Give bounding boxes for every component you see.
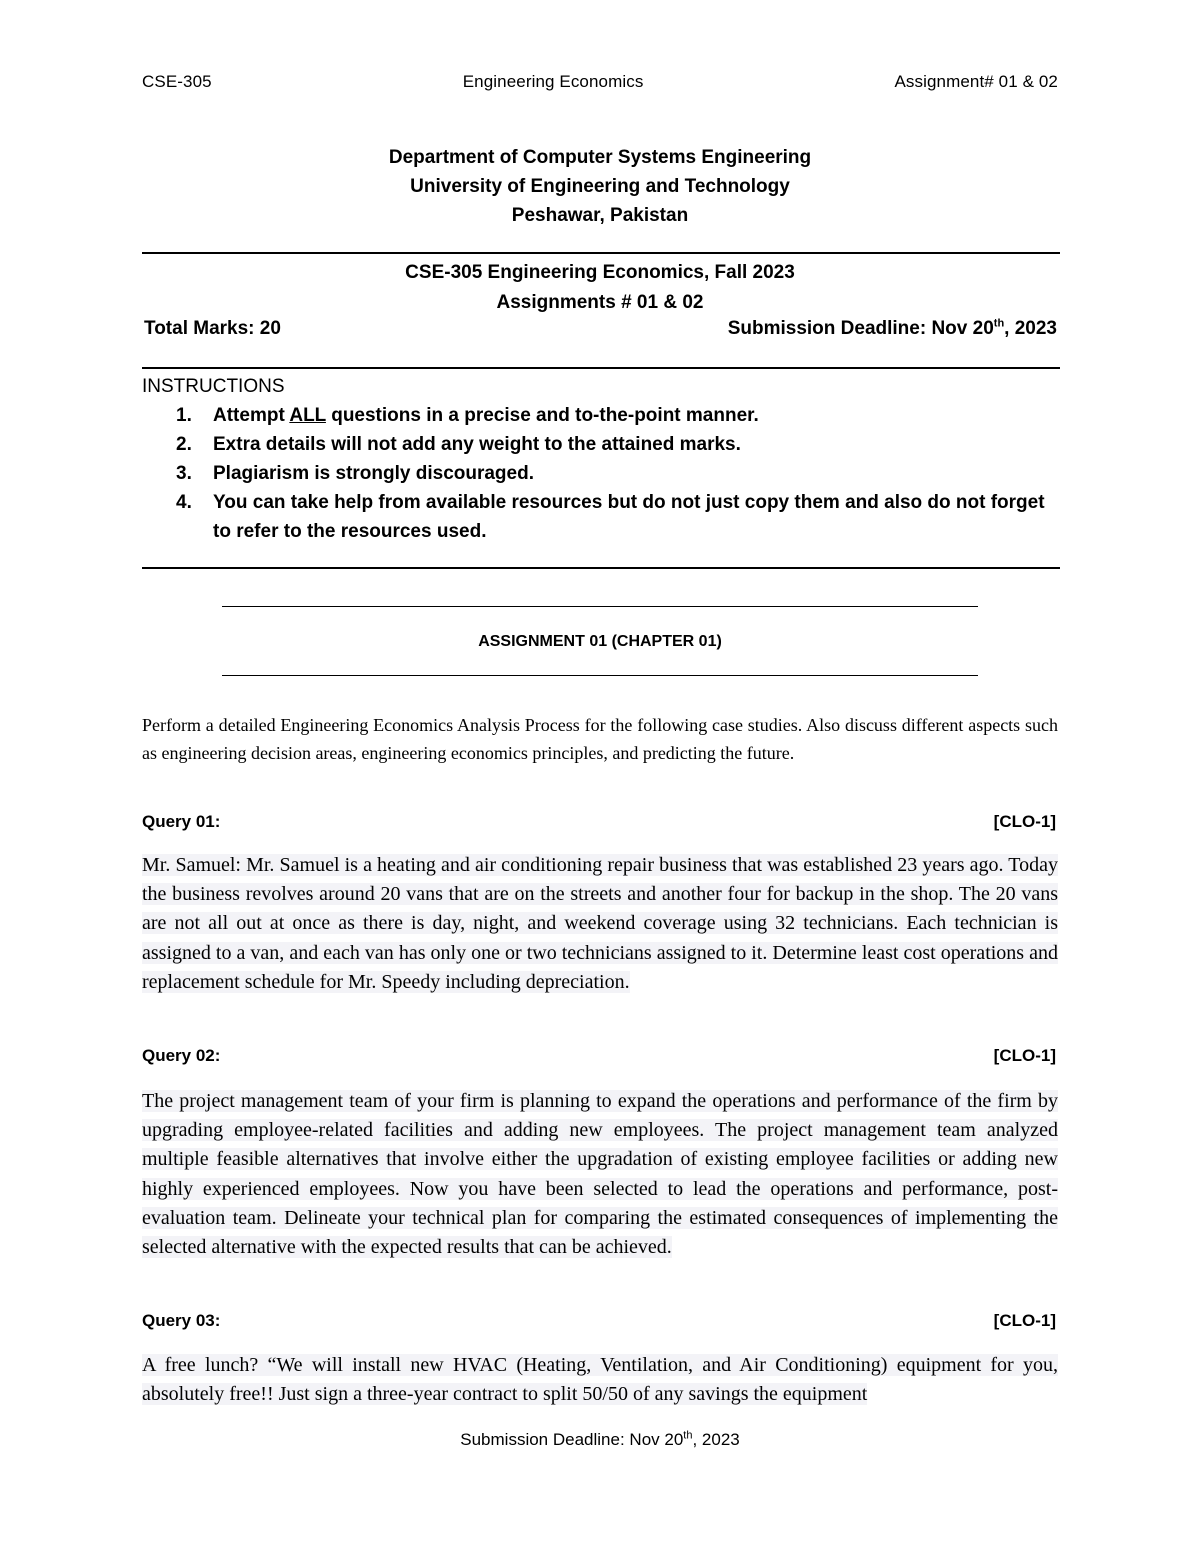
header-course-code: CSE-305: [142, 72, 212, 91]
item-text-underlined: ALL: [289, 405, 326, 426]
course-block: [142, 258, 1058, 318]
clo-tag: [CLO-1]: [993, 1311, 1056, 1330]
institution-block: [142, 143, 1058, 230]
item-text: You can take help from available resources but do not just copy them and also do not forget to refer to the resources used.: [213, 492, 1045, 542]
header-assignment: Assignment# 01 & 02: [894, 72, 1058, 91]
query-label: Query 03:: [142, 1311, 221, 1330]
course-title: CSE-305 Engineering Economics, Fall 2023: [405, 262, 795, 283]
total-marks: Total Marks: 20: [144, 318, 281, 339]
header-course-name: Engineering Economics: [462, 72, 644, 91]
clo-tag: [CLO-1]: [993, 1046, 1056, 1065]
list-item: [142, 459, 1058, 488]
deadline-text: Submission Deadline: Nov 20: [727, 318, 994, 339]
query-text: [142, 1351, 1058, 1409]
marks-deadline-row: [144, 316, 1057, 342]
item-number: 2.: [176, 434, 192, 455]
instructions-section: [142, 373, 1058, 546]
query-text: [142, 1087, 1058, 1262]
query-header: [142, 1044, 1056, 1068]
department-name: Department of Computer Systems Engineering: [388, 147, 812, 168]
footer-year: , 2023: [692, 1430, 740, 1449]
item-number: 3.: [176, 463, 192, 484]
query-header: [142, 1309, 1056, 1333]
query-header: [142, 810, 1056, 834]
divider: [142, 252, 1060, 254]
running-header: [142, 72, 1058, 92]
instructions-title: INSTRUCTIONS: [142, 376, 285, 397]
query-body: Mr. Samuel: Mr. Samuel is a heating and air conditioning repair business that was established 23 years ago. Today the business revolves around 20 vans that are on the streets and another four for backup in the shop. The 20 vans are not all out at once as there is day, night, and weekend coverage using 32 technicians. Each technician is assigned to a van, and each van has only one or two technicians assigned to it. Determine least cost operations and replacement schedule for Mr. Speedy including depreciation.: [142, 854, 1058, 993]
item-number: 1.: [176, 405, 192, 426]
heading-rule-top: [222, 606, 978, 607]
running-footer: [142, 1430, 1058, 1450]
query-label: Query 02:: [142, 1046, 221, 1065]
query-body: The project management team of your firm is planning to expand the operations and performance of the firm by upgrading employee-related facilities and adding new employees. The project management team analyzed multiple feasible alternatives that involve either the upgradation of existing employee facilities or adding new highly experienced employees. Now you have been selected to lead the operations and performance, post-evaluation team. Delineate your technical plan for comparing the estimated consequences of implementing the selected alternative with the expected results that can be achieved.: [142, 1090, 1058, 1259]
deadline-sup: th: [993, 317, 1005, 330]
divider: [142, 367, 1060, 369]
query-label: Query 01:: [142, 812, 221, 831]
assignments-title: Assignments # 01 & 02: [496, 292, 704, 313]
item-text: Extra details will not add any weight to the attained marks.: [213, 434, 741, 455]
list-item: [142, 488, 1058, 546]
university-name: University of Engineering and Technology: [410, 176, 790, 197]
footer-text: Submission Deadline: Nov 20: [460, 1430, 684, 1449]
list-item: [142, 401, 1058, 430]
query-body: A free lunch? “We will install new HVAC (Heating, Ventilation, and Air Conditioning) equipment for you, absolutely free!! Just sign a three-year contract to split 50/50 of any savings the equipment: [142, 1354, 1058, 1406]
divider: [142, 567, 1060, 569]
query-text: [142, 851, 1058, 997]
item-number: 4.: [176, 492, 192, 513]
location: Peshawar, Pakistan: [511, 205, 689, 226]
list-item: [142, 430, 1058, 459]
submission-deadline: [728, 316, 1057, 342]
item-text-post: questions in a precise and to-the-point manner.: [325, 405, 759, 426]
intro-paragraph: Perform a detailed Engineering Economics Analysis Process for the following case studies. Also discuss different aspects such as engineering decision areas, engineering economics principles, and predicting the future.: [142, 715, 1058, 763]
assignment-heading: ASSIGNMENT 01 (CHAPTER 01): [478, 633, 722, 650]
deadline-year: , 2023: [1004, 318, 1057, 339]
item-text-pre: Attempt: [213, 405, 290, 426]
instructions-list: [142, 401, 1058, 546]
heading-rule-bottom: [222, 675, 978, 676]
item-text: [213, 401, 1058, 430]
item-text: Plagiarism is strongly discouraged.: [213, 463, 534, 484]
clo-tag: [CLO-1]: [993, 812, 1056, 831]
footer-sup: th: [683, 1429, 693, 1442]
